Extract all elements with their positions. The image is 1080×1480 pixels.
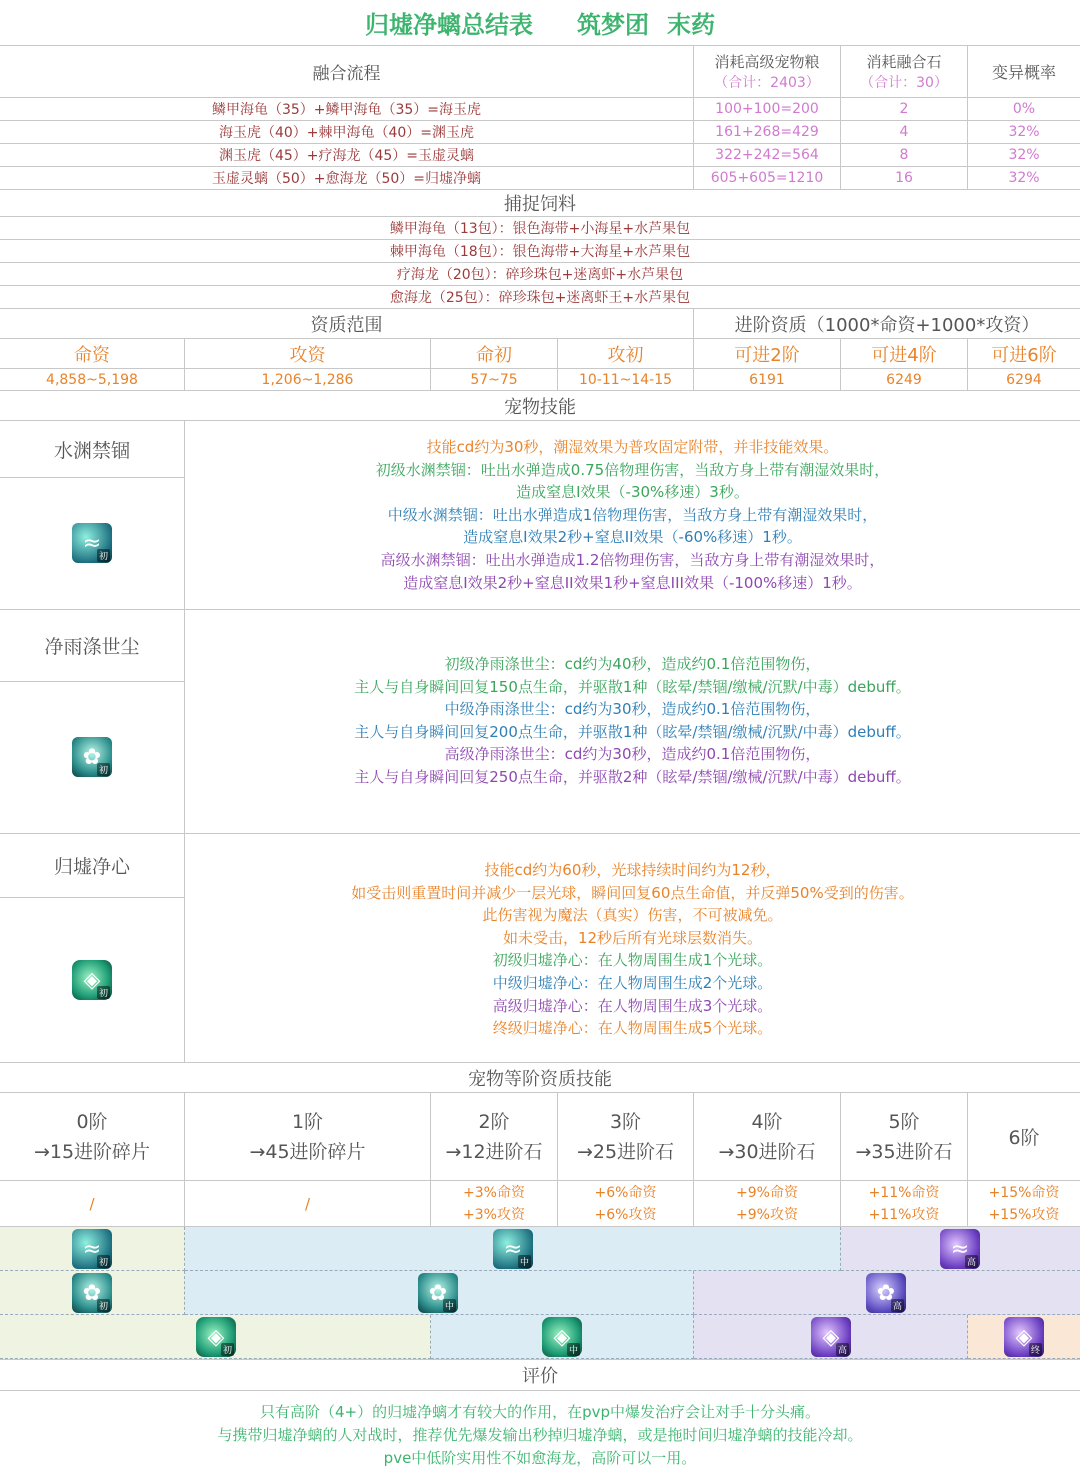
fusion-header-stone: 消耗融合石 （合计：30） xyxy=(841,46,968,98)
aptitude-value: 6249 xyxy=(841,369,968,391)
aptitude-header: 可进6阶 xyxy=(968,339,1080,369)
rank-bonus: +11%命资 +11%攻资 xyxy=(841,1181,968,1227)
feed-title: 捕捉饲料 xyxy=(0,190,1080,217)
feed-row: 棘甲海龟（18包）：银色海带+大海星+水芦果包 xyxy=(0,240,1080,263)
aptitude-value: 6191 xyxy=(694,369,841,391)
fusion-row-food: 161+268=429 xyxy=(694,121,841,144)
skill-icon-cell xyxy=(0,478,185,610)
water-orb-icon: ≈ 高 xyxy=(940,1229,980,1269)
fusion-header-process: 融合流程 xyxy=(0,46,694,98)
title-main: 归墟净螭总结表 xyxy=(365,11,533,39)
fusion-row-process: 海玉虎（40）+棘甲海龟（40）=渊玉虎 xyxy=(0,121,694,144)
skill-name: 归墟净心 xyxy=(0,834,185,898)
water-orb-icon: ≈ 初 xyxy=(72,523,112,563)
fusion-row-food: 605+605=1210 xyxy=(694,167,841,190)
shell-heart-icon: ◈ 初 xyxy=(72,960,112,1000)
skill-icon-cell xyxy=(0,898,185,1063)
fusion-row-stone: 4 xyxy=(841,121,968,144)
ranks-title: 宠物等阶资质技能 xyxy=(0,1063,1080,1093)
rank-header: 6阶 xyxy=(968,1093,1080,1181)
water-orb-icon: ≈ 初 xyxy=(72,1229,112,1269)
page-title xyxy=(0,0,1080,46)
aptitude-header: 可进4阶 xyxy=(841,339,968,369)
water-orb-icon: ≈ 中 xyxy=(493,1229,533,1269)
title-author: 末药 xyxy=(667,11,715,39)
skills-title: 宠物技能 xyxy=(0,391,1080,421)
fusion-header-food: 消耗高级宠物粮 （合计：2403） xyxy=(694,46,841,98)
rank-bonus: +3%命资 +3%攻资 xyxy=(431,1181,558,1227)
rain-lotus-icon: ✿ 初 xyxy=(72,1273,112,1313)
skill-description-text: 初级净雨涤世尘：cd约为40秒，造成约0.1倍范围物伤， 主人与自身瞬间回复150点生命，并驱散1种（眩晕/禁锢/缴械/沉默/中毒）debuff。 中级净雨涤世尘：cd约为30秒，造成约0.1倍范围物伤， 主人与自身瞬间回复200点生命，并驱散1种（眩晕/禁锢/缴械/沉默/中毒）debuff。 高级净雨涤世尘：cd约为30秒，造成约0.1倍范围物伤， 主人与自身瞬间回复250点生命，并驱散2种（眩晕/禁锢/缴械/沉默/中毒）debuff。 xyxy=(354,655,911,786)
fusion-row-stone: 2 xyxy=(841,98,968,121)
aptitude-header: 攻初 xyxy=(558,339,694,369)
aptitude-header: 命资 xyxy=(0,339,185,369)
rain-lotus-icon: ✿ 初 xyxy=(72,737,112,777)
fusion-row-process: 玉虚灵螭（50）+愈海龙（50）=归墟净螭 xyxy=(0,167,694,190)
fusion-header-mutation: 变异概率 xyxy=(968,46,1080,98)
rank-bonus: +9%命资 +9%攻资 xyxy=(694,1181,841,1227)
review-title: 评价 xyxy=(0,1359,1080,1391)
shell-heart-icon: ◈ 高 xyxy=(811,1317,851,1357)
fusion-row-mutation: 32% xyxy=(968,144,1080,167)
fusion-row-stone: 16 xyxy=(841,167,968,190)
rank-header: 1阶 →45进阶碎片 xyxy=(185,1093,431,1181)
rank-header: 5阶 →35进阶石 xyxy=(841,1093,968,1181)
rain-lotus-icon: ✿ 中 xyxy=(418,1273,458,1313)
fusion-row-food: 100+100=200 xyxy=(694,98,841,121)
aptitude-advance-title: 进阶资质（1000*命资+1000*攻资） xyxy=(694,309,1080,339)
aptitude-header: 可进2阶 xyxy=(694,339,841,369)
rain-lotus-icon: ✿ 高 xyxy=(866,1273,906,1313)
skill-icon-cell xyxy=(0,682,185,834)
fusion-row-process: 渊玉虎（45）+疗海龙（45）=玉虚灵螭 xyxy=(0,144,694,167)
aptitude-value: 57~75 xyxy=(431,369,558,391)
fusion-row-mutation: 32% xyxy=(968,121,1080,144)
aptitude-range-title: 资质范围 xyxy=(0,309,694,339)
aptitude-value: 6294 xyxy=(968,369,1080,391)
aptitude-value: 1,206~1,286 xyxy=(185,369,431,391)
feed-row: 愈海龙（25包）：碎珍珠包+迷离虾王+水芦果包 xyxy=(0,286,1080,309)
skill-name: 水渊禁锢 xyxy=(0,421,185,478)
title-group: 筑梦团 xyxy=(577,11,649,39)
shell-heart-icon: ◈ 中 xyxy=(542,1317,582,1357)
skill-name: 净雨涤世尘 xyxy=(0,610,185,682)
aptitude-header: 攻资 xyxy=(185,339,431,369)
rank-header: 2阶 →12进阶石 xyxy=(431,1093,558,1181)
aptitude-value: 4,858~5,198 xyxy=(0,369,185,391)
fusion-row-food: 322+242=564 xyxy=(694,144,841,167)
shell-heart-icon: ◈ 初 xyxy=(196,1317,236,1357)
rank-bonus: +6%命资 +6%攻资 xyxy=(558,1181,694,1227)
fusion-row-process: 鳞甲海龟（35）+鳞甲海龟（35）=海玉虎 xyxy=(0,98,694,121)
feed-row: 疗海龙（20包）：碎珍珠包+迷离虾+水芦果包 xyxy=(0,263,1080,286)
aptitude-header: 命初 xyxy=(431,339,558,369)
shell-heart-icon: ◈ 终 xyxy=(1004,1317,1044,1357)
rank-bonus: / xyxy=(0,1181,185,1227)
aptitude-value: 10-11~14-15 xyxy=(558,369,694,391)
fusion-row-stone: 8 xyxy=(841,144,968,167)
rank-header: 0阶 →15进阶碎片 xyxy=(0,1093,185,1181)
skill-description-text: 技能cd约为60秒，光球持续时间约为12秒， 如受击则重置时间并减少一层光球，瞬间回复60点生命值，并反弹50%受到的伤害。 此伤害视为魔法（真实）伤害，不可被减免。 如未受击，12秒后所有光球层数消失。 初级归墟净心：在人物周围生成1个光球。 中级归墟净心：在人物周围生成2个光球。 高级归墟净心：在人物周围生成3个光球。 终级归墟净心：在人物周围生成5个光球。 xyxy=(351,861,914,1038)
feed-row: 鳞甲海龟（13包）：银色海带+小海星+水芦果包 xyxy=(0,217,1080,240)
rank-bonus: +15%命资 +15%攻资 xyxy=(968,1181,1080,1227)
fusion-row-mutation: 0% xyxy=(968,98,1080,121)
rank-header: 3阶 →25进阶石 xyxy=(558,1093,694,1181)
skill-description-text: 技能cd约为30秒，潮湿效果为普攻固定附带，并非技能效果。 初级水渊禁锢：吐出水弹造成0.75倍物理伤害，当敌方身上带有潮湿效果时， 造成窒息I效果（-30%移速）3秒。 中级水渊禁锢：吐出水弹造成1倍物理伤害，当敌方身上带有潮湿效果时， 造成窒息I效果2秒+窒息II效果（-60%移速）1秒。 高级水渊禁锢：吐出水弹造成1.2倍物理伤害，当敌方身上带有潮湿效果时， 造成窒息I效果2秒+窒息II效果1秒+窒息III效果（-100%移速）1秒。 xyxy=(375,438,890,592)
fusion-row-mutation: 32% xyxy=(968,167,1080,190)
rank-bonus: / xyxy=(185,1181,431,1227)
review-text: 只有高阶（4+）的归墟净螭才有较大的作用，在pvp中爆发治疗会让对手十分头痛。 与携带归墟净螭的人对战时，推荐优先爆发输出秒掉归墟净螭，或是拖时间归墟净螭的技能冷却。 pve中低阶实用性不如愈海龙，高阶可以一用。 xyxy=(217,1403,863,1467)
rank-header: 4阶 →30进阶石 xyxy=(694,1093,841,1181)
